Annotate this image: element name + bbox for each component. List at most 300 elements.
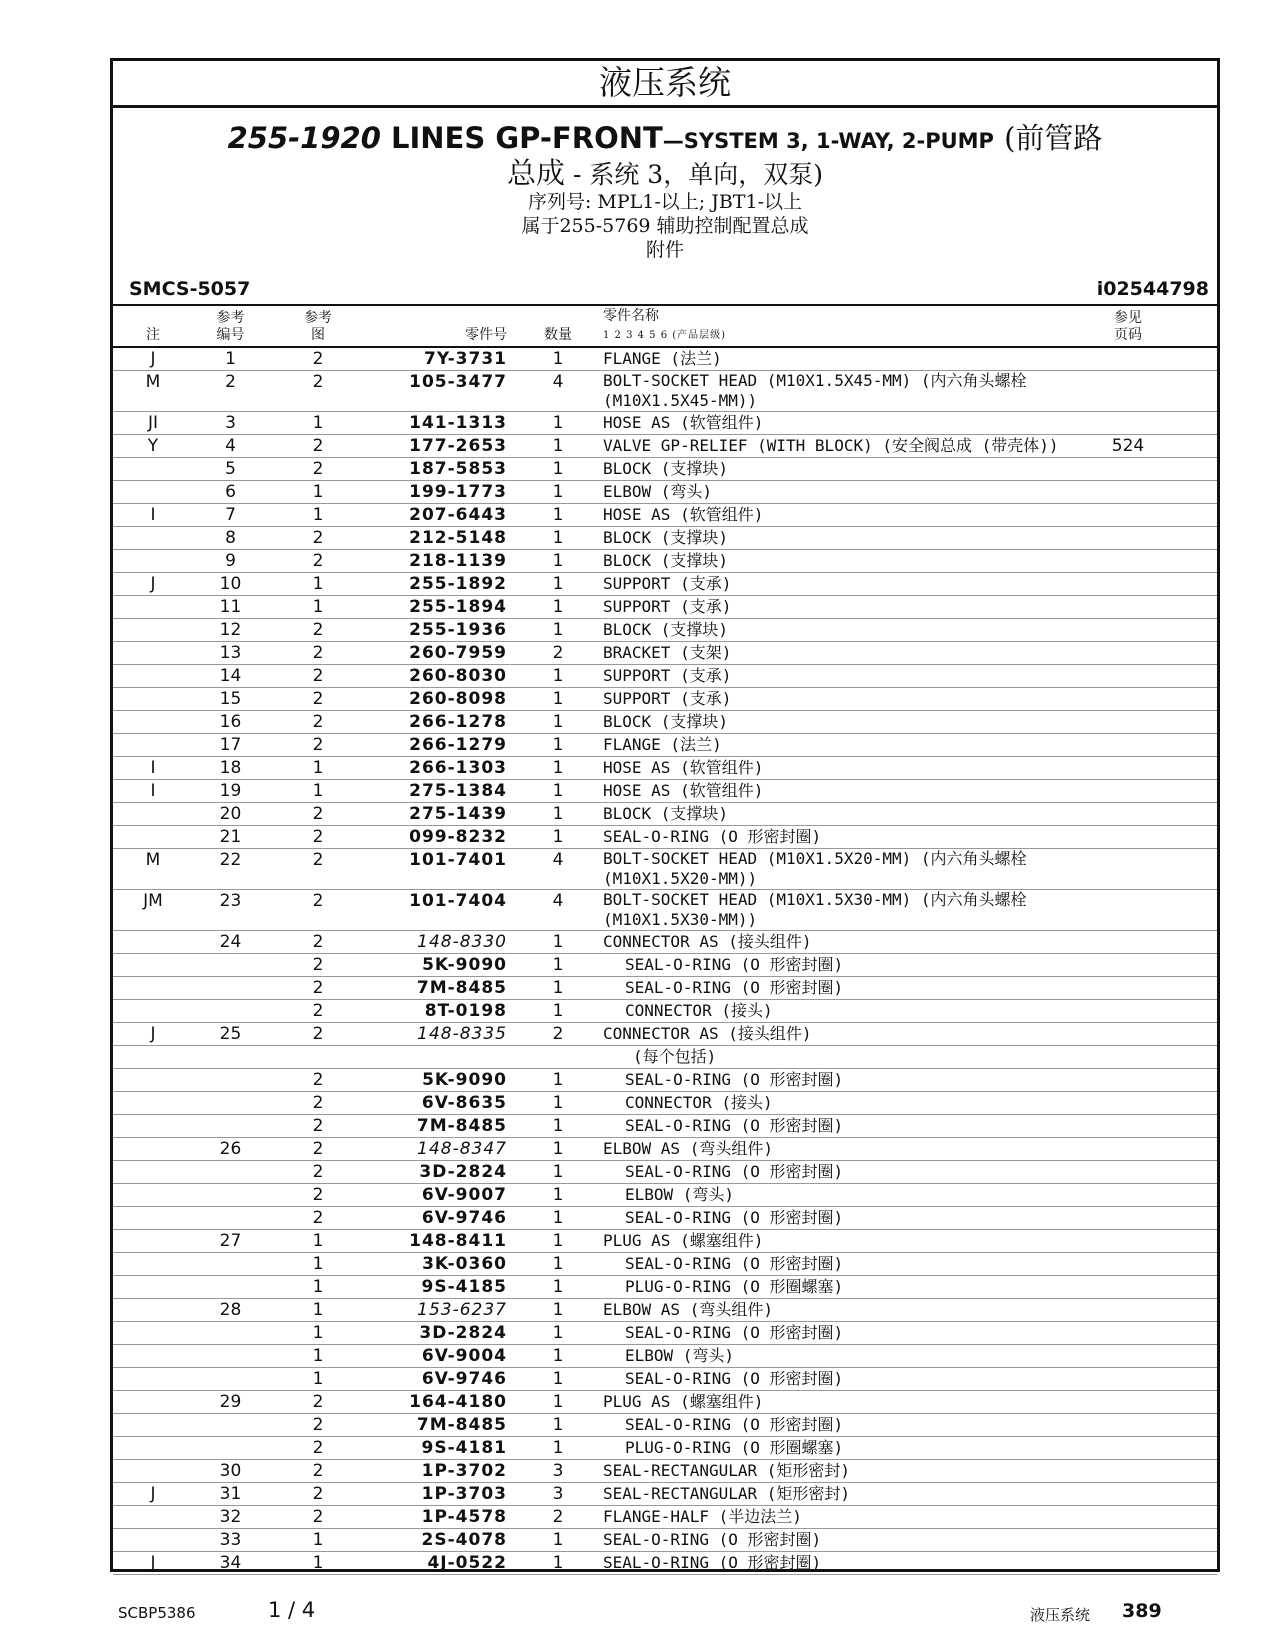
- table-row: [113, 757, 1217, 780]
- cell-part-number: 260-8030: [409, 666, 507, 686]
- cell-qty: 1: [552, 1254, 564, 1274]
- col-note: 注: [146, 327, 160, 343]
- cell-ref: 19: [219, 781, 242, 801]
- cell-ref: 16: [219, 712, 242, 732]
- cell-qty: 1: [552, 1530, 564, 1550]
- cell-part-number: 266-1278: [409, 712, 507, 732]
- cell-description: ELBOW (弯头): [625, 1346, 735, 1365]
- table-row: [113, 1092, 1217, 1115]
- cell-ref: 4: [225, 436, 236, 456]
- cell-part-number: 1P-4578: [421, 1507, 507, 1527]
- cell-description: SEAL-RECTANGULAR (矩形密封): [603, 1484, 851, 1503]
- cell-qty: 1: [552, 735, 564, 755]
- cell-qty: 2: [552, 643, 564, 663]
- cell-fig: 2: [312, 1484, 324, 1504]
- cell-description: SUPPORT (支承): [603, 689, 732, 708]
- cell-ref: 15: [219, 689, 242, 709]
- cell-part-number: 8T-0198: [424, 1001, 507, 1021]
- cell-fig: 1: [312, 1277, 324, 1297]
- cell-description: HOSE AS (软管组件): [603, 781, 764, 800]
- cell-description: ELBOW AS (弯头组件): [603, 1139, 773, 1158]
- cell-part-number: 148-8335: [417, 1024, 507, 1044]
- table-row: [113, 1322, 1217, 1345]
- cell-description: VALVE GP-RELIEF (WITH BLOCK) (安全阀总成 (带壳体)): [603, 436, 1059, 455]
- col-desc-levels: 1 2 3 4 5 6 (产品层级): [603, 330, 727, 341]
- document-header: [113, 108, 1217, 306]
- cell-qty: 3: [552, 1461, 564, 1481]
- cell-description: CONNECTOR AS (接头组件): [603, 932, 812, 951]
- smcs-code: SMCS-5057: [129, 278, 251, 300]
- cell-description: SEAL-O-RING (O 形密封圈): [603, 1530, 822, 1549]
- cell-ref: 12: [219, 620, 242, 640]
- cell-description: SUPPORT (支承): [603, 574, 732, 593]
- col-fig-2: 图: [311, 327, 325, 343]
- cell-fig: 2: [312, 1139, 324, 1159]
- cell-ref: 27: [219, 1231, 242, 1251]
- section-title: 液压系统: [113, 61, 1217, 108]
- cell-part-number: 148-8347: [417, 1139, 507, 1159]
- cell-part-number: 2S-4078: [421, 1530, 507, 1550]
- cell-note: I: [150, 781, 156, 801]
- table-row: [113, 1506, 1217, 1529]
- cell-ref: 2: [225, 372, 236, 392]
- page-of: 1 / 4: [268, 1598, 316, 1622]
- group-title: [113, 120, 1217, 159]
- cell-description: HOSE AS (软管组件): [603, 758, 764, 777]
- cell-ref: 21: [219, 827, 242, 847]
- cell-ref: 23: [219, 891, 242, 911]
- cell-qty: 1: [552, 1185, 564, 1205]
- cell-qty: 1: [552, 482, 564, 502]
- cell-qty: 1: [552, 1392, 564, 1412]
- cell-part-number: 9S-4185: [421, 1277, 507, 1297]
- table-row: [113, 573, 1217, 596]
- cell-fig: 2: [312, 955, 324, 975]
- table-row: [113, 1023, 1217, 1046]
- cell-part-number: 4J-0522: [427, 1553, 507, 1573]
- cell-qty: 1: [552, 1323, 564, 1343]
- table-row: [113, 849, 1217, 890]
- cell-ref: 24: [219, 932, 242, 952]
- cell-fig: 1: [312, 1530, 324, 1550]
- cell-part-number: 148-8330: [417, 932, 507, 952]
- attachment-label: 附件: [645, 239, 684, 261]
- group-title-cn: [113, 156, 1217, 192]
- cell-fig: 2: [312, 1024, 324, 1044]
- belongs-to: 属于255-5769 辅助控制配置总成: [521, 215, 809, 237]
- cell-description: ELBOW AS (弯头组件): [603, 1300, 773, 1319]
- cell-part-number: 266-1279: [409, 735, 507, 755]
- cell-qty: 1: [552, 574, 564, 594]
- col-ref-2: 编号: [216, 327, 245, 343]
- cell-qty: 1: [552, 1070, 564, 1090]
- cell-part-number: 275-1384: [409, 781, 507, 801]
- cell-fig: 2: [312, 978, 324, 998]
- cell-part-number: 1P-3703: [421, 1484, 507, 1504]
- cell-fig: 2: [312, 551, 324, 571]
- cell-note: J: [150, 1553, 156, 1573]
- cell-fig: 2: [312, 1461, 324, 1481]
- cell-part-number: 5K-9090: [422, 1070, 507, 1090]
- cell-note: JM: [143, 891, 163, 911]
- cell-fig: 1: [312, 1300, 324, 1320]
- col-page-2: 页码: [1114, 327, 1142, 343]
- cell-ref: 30: [219, 1461, 242, 1481]
- cell-part-number: 7M-8485: [416, 978, 507, 998]
- doc-code: SCBP5386: [118, 1604, 196, 1622]
- cell-note: I: [150, 758, 156, 778]
- cell-description: (每个包括): [633, 1047, 717, 1066]
- table-row: [113, 954, 1217, 977]
- cell-part-number: 5K-9090: [422, 955, 507, 975]
- cell-part-number: 255-1936: [409, 620, 507, 640]
- cell-description: BLOCK (支撑块): [603, 551, 729, 570]
- table-row: [113, 596, 1217, 619]
- cell-qty: 4: [552, 372, 564, 392]
- cell-note: J: [150, 574, 156, 594]
- table-row: [113, 1115, 1217, 1138]
- cell-fig: 2: [312, 735, 324, 755]
- cell-fig: 2: [312, 1001, 324, 1021]
- cell-description: PLUG AS (螺塞组件): [603, 1231, 764, 1250]
- cell-part-number: 199-1773: [409, 482, 507, 502]
- col-fig-1: 参考: [304, 310, 332, 326]
- cell-description: SEAL-O-RING (O 形密封圈): [625, 978, 844, 997]
- cell-description: HOSE AS (软管组件): [603, 505, 764, 524]
- cell-ref: 3: [225, 413, 236, 433]
- page-frame: [110, 58, 1220, 1572]
- cell-description: SEAL-O-RING (O 形密封圈): [625, 1208, 844, 1227]
- table-row: [113, 1184, 1217, 1207]
- cell-fig: 1: [312, 1369, 324, 1389]
- cell-part-number: 9S-4181: [421, 1438, 507, 1458]
- cell-qty: 1: [552, 1001, 564, 1021]
- table-row: [113, 1552, 1217, 1575]
- cell-fig: 2: [312, 827, 324, 847]
- cell-fig: 2: [312, 1438, 324, 1458]
- cell-qty: 1: [552, 666, 564, 686]
- cell-part-number: 164-4180: [409, 1392, 507, 1412]
- table-row: [113, 642, 1217, 665]
- cell-part-number: 3D-2824: [419, 1323, 507, 1343]
- cell-fig: 2: [312, 891, 324, 911]
- cell-fig: 2: [312, 1415, 324, 1435]
- cell-part-number: 3K-0360: [422, 1254, 507, 1274]
- cell-fig: 2: [312, 1162, 324, 1182]
- col-qty: 数量: [544, 327, 572, 343]
- table-row: [113, 1138, 1217, 1161]
- cell-description: BRACKET (支架): [603, 643, 732, 662]
- cell-description: PLUG-O-RING (O 形圈螺塞): [625, 1438, 844, 1457]
- table-row: [113, 1345, 1217, 1368]
- cell-qty: 1: [552, 1369, 564, 1389]
- cell-description: FLANGE (法兰): [603, 349, 722, 368]
- cell-note: J: [150, 349, 156, 369]
- group-part-number: 255-1920: [227, 121, 381, 155]
- cell-fig: 1: [312, 413, 324, 433]
- table-row: [113, 1161, 1217, 1184]
- cell-description: SEAL-O-RING (O 形密封圈): [625, 1254, 844, 1273]
- cell-part-number: 187-5853: [409, 459, 507, 479]
- cell-note: I: [150, 505, 156, 525]
- cell-qty: 3: [552, 1484, 564, 1504]
- table-row: [113, 665, 1217, 688]
- cell-part-number: 260-8098: [409, 689, 507, 709]
- cell-fig: 2: [312, 1185, 324, 1205]
- cell-fig: 1: [312, 1553, 324, 1573]
- cell-part-number: 141-1313: [409, 413, 507, 433]
- cell-qty: 1: [552, 978, 564, 998]
- cell-ref: 28: [219, 1300, 242, 1320]
- cell-fig: 1: [312, 597, 324, 617]
- cell-description: BOLT-SOCKET HEAD (M10X1.5X45-MM) (内六角头螺栓 (M10X1.5X45-MM)): [603, 371, 1027, 410]
- table-row: [113, 527, 1217, 550]
- cell-description: SEAL-O-RING (O 形密封圈): [625, 1415, 844, 1434]
- cell-part-number: 177-2653: [409, 436, 507, 456]
- cell-part-number: 255-1894: [409, 597, 507, 617]
- cell-qty: 1: [552, 804, 564, 824]
- cell-fig: 2: [312, 666, 324, 686]
- cell-part-number: 275-1439: [409, 804, 507, 824]
- cell-note: M: [145, 850, 161, 870]
- cell-description: CONNECTOR AS (接头组件): [603, 1024, 812, 1043]
- table-row: [113, 412, 1217, 435]
- cell-fig: 1: [312, 758, 324, 778]
- col-page-1: 参见: [1114, 310, 1142, 326]
- table-row: [113, 504, 1217, 527]
- cell-qty: 1: [552, 1162, 564, 1182]
- table-row: [113, 458, 1217, 481]
- cell-qty: 1: [552, 932, 564, 952]
- cell-fig: 2: [312, 620, 324, 640]
- cell-qty: 1: [552, 551, 564, 571]
- cell-description: BOLT-SOCKET HEAD (M10X1.5X20-MM) (内六角头螺栓 (M10X1.5X20-MM)): [603, 849, 1027, 888]
- cell-description: CONNECTOR (接头): [625, 1001, 773, 1020]
- cell-fig: 1: [312, 505, 324, 525]
- cell-ref: 22: [219, 850, 242, 870]
- group-name: LINES GP-FRONT: [391, 121, 663, 155]
- cell-fig: 2: [312, 1116, 324, 1136]
- cell-description: HOSE AS (软管组件): [603, 413, 764, 432]
- cell-description: BLOCK (支撑块): [603, 459, 729, 478]
- table-row: [113, 348, 1217, 371]
- cell-qty: 1: [552, 1415, 564, 1435]
- cell-part-number: 153-6237: [417, 1300, 507, 1320]
- cell-ref: 14: [219, 666, 242, 686]
- cell-description: CONNECTOR (接头): [625, 1093, 773, 1112]
- cell-fig: 2: [312, 1093, 324, 1113]
- cell-part-number: 6V-8635: [421, 1093, 507, 1113]
- table-row: [113, 1253, 1217, 1276]
- cell-fig: 2: [312, 1070, 324, 1090]
- cell-note: J: [150, 1024, 156, 1044]
- cell-description: SEAL-O-RING (O 形密封圈): [625, 1162, 844, 1181]
- table-row: [113, 1069, 1217, 1092]
- group-title-cn-a: 总成: [507, 156, 566, 190]
- cell-qty: 1: [552, 597, 564, 617]
- cell-qty: 1: [552, 827, 564, 847]
- cell-fig: 2: [312, 689, 324, 709]
- cell-ref: 33: [219, 1530, 242, 1550]
- cell-ref: 17: [219, 735, 242, 755]
- cell-part-number: 212-5148: [409, 528, 507, 548]
- table-row: [113, 688, 1217, 711]
- cell-ref: 31: [219, 1484, 242, 1504]
- cell-ref: 11: [219, 597, 242, 617]
- cell-qty: 4: [552, 850, 564, 870]
- table-row: [113, 550, 1217, 573]
- group-title-cn-b: - 系统 3，单向，双泵): [572, 160, 823, 189]
- col-ref-1: 参考: [216, 310, 245, 326]
- cell-description: ELBOW (弯头): [603, 482, 713, 501]
- table-row: [113, 977, 1217, 1000]
- cell-qty: 1: [552, 1553, 564, 1573]
- table-row: [113, 1368, 1217, 1391]
- cell-qty: 2: [552, 1507, 564, 1527]
- cell-description: SEAL-O-RING (O 形密封圈): [625, 1070, 844, 1089]
- cell-qty: 1: [552, 758, 564, 778]
- cell-description: SEAL-O-RING (O 形密封圈): [625, 1323, 844, 1342]
- cell-description: SEAL-RECTANGULAR (矩形密封): [603, 1461, 851, 1480]
- cell-page: 524: [1111, 436, 1145, 456]
- cell-ref: 18: [219, 758, 242, 778]
- cell-description: FLANGE (法兰): [603, 735, 722, 754]
- cell-qty: 1: [552, 528, 564, 548]
- table-row: [113, 1460, 1217, 1483]
- cell-description: BLOCK (支撑块): [603, 712, 729, 731]
- table-row: [113, 826, 1217, 849]
- cell-fig: 2: [312, 372, 324, 392]
- cell-part-number: 3D-2824: [419, 1162, 507, 1182]
- table-row: [113, 481, 1217, 504]
- cell-ref: 5: [225, 459, 236, 479]
- cell-qty: 1: [552, 1277, 564, 1297]
- table-row: [113, 711, 1217, 734]
- cell-qty: 1: [552, 689, 564, 709]
- table-row: [113, 1230, 1217, 1253]
- table-row: [113, 734, 1217, 757]
- cell-description: BOLT-SOCKET HEAD (M10X1.5X30-MM) (内六角头螺栓 (M10X1.5X30-MM)): [603, 890, 1027, 929]
- col-desc: 零件名称: [603, 308, 659, 324]
- cell-fig: 2: [312, 528, 324, 548]
- cell-ref: 1: [225, 349, 236, 369]
- cell-fig: 2: [312, 459, 324, 479]
- cell-note: J: [150, 1484, 156, 1504]
- cell-description: SEAL-O-RING (O 形密封圈): [625, 955, 844, 974]
- cell-qty: 1: [552, 459, 564, 479]
- table-row: [113, 371, 1217, 412]
- cell-ref: 6: [225, 482, 236, 502]
- cell-description: FLANGE-HALF (半边法兰): [603, 1507, 802, 1526]
- table-row: [113, 619, 1217, 642]
- cell-part-number: 260-7959: [409, 643, 507, 663]
- cell-fig: 2: [312, 643, 324, 663]
- table-row: [113, 1529, 1217, 1552]
- cell-qty: 1: [552, 1346, 564, 1366]
- table-row: [113, 931, 1217, 954]
- table-row: [113, 435, 1217, 458]
- table-row: [113, 1437, 1217, 1460]
- cell-fig: 2: [312, 850, 324, 870]
- group-system: —SYSTEM 3, 1-WAY, 2-PUMP: [662, 129, 994, 153]
- cell-ref: 34: [219, 1553, 242, 1573]
- cell-fig: 1: [312, 1254, 324, 1274]
- cell-description: BLOCK (支撑块): [603, 804, 729, 823]
- cell-description: SEAL-O-RING (O 形密封圈): [625, 1116, 844, 1135]
- cell-part-number: 6V-9007: [421, 1185, 507, 1205]
- table-row: [113, 1414, 1217, 1437]
- group-name-cn: (前管路: [1004, 121, 1103, 155]
- cell-part-number: 101-7404: [409, 891, 507, 911]
- table-row: [113, 780, 1217, 803]
- cell-description: BLOCK (支撑块): [603, 620, 729, 639]
- cell-qty: 1: [552, 349, 564, 369]
- cell-part-number: 7M-8485: [416, 1415, 507, 1435]
- cell-part-number: 218-1139: [409, 551, 507, 571]
- cell-description: ELBOW (弯头): [625, 1185, 735, 1204]
- cell-part-number: 207-6443: [409, 505, 507, 525]
- table-header: [113, 306, 1217, 348]
- cell-part-number: 099-8232: [409, 827, 507, 847]
- cell-ref: 13: [219, 643, 242, 663]
- cell-fig: 2: [312, 436, 324, 456]
- cell-qty: 1: [552, 413, 564, 433]
- cell-qty: 1: [552, 1208, 564, 1228]
- cell-qty: 1: [552, 781, 564, 801]
- cell-ref: 8: [225, 528, 236, 548]
- table-row: [113, 1276, 1217, 1299]
- cell-description: SUPPORT (支承): [603, 666, 732, 685]
- cell-fig: 1: [312, 482, 324, 502]
- cell-fig: 2: [312, 804, 324, 824]
- cell-part-number: 7M-8485: [416, 1116, 507, 1136]
- table-row: [113, 1046, 1217, 1069]
- col-part-number: 零件号: [465, 327, 507, 343]
- cell-qty: 1: [552, 712, 564, 732]
- cell-ref: 9: [225, 551, 236, 571]
- table-row: [113, 1000, 1217, 1023]
- cell-qty: 1: [552, 436, 564, 456]
- cell-ref: 29: [219, 1392, 242, 1412]
- cell-part-number: 6V-9746: [421, 1208, 507, 1228]
- cell-qty: 1: [552, 1231, 564, 1251]
- cell-ref: 10: [219, 574, 242, 594]
- serial-numbers: 序列号: MPL1-以上; JBT1-以上: [527, 191, 802, 213]
- cell-fig: 2: [312, 349, 324, 369]
- cell-ref: 7: [225, 505, 236, 525]
- cell-fig: 2: [312, 712, 324, 732]
- cell-fig: 1: [312, 1231, 324, 1251]
- table-row: [113, 1391, 1217, 1414]
- page-number: 389: [1122, 1600, 1162, 1622]
- table-row: [113, 890, 1217, 931]
- cell-fig: 2: [312, 932, 324, 952]
- cell-description: SEAL-O-RING (O 形密封圈): [625, 1369, 844, 1388]
- cell-part-number: 7Y-3731: [423, 349, 507, 369]
- cell-description: SEAL-O-RING (O 形密封圈): [603, 827, 822, 846]
- table-row: [113, 1299, 1217, 1322]
- cell-note: JI: [147, 413, 159, 433]
- table-row: [113, 803, 1217, 826]
- cell-fig: 1: [312, 1346, 324, 1366]
- cell-qty: 4: [552, 891, 564, 911]
- cell-part-number: 266-1303: [409, 758, 507, 778]
- illustration-id: i02544798: [1096, 278, 1209, 300]
- cell-description: SUPPORT (支承): [603, 597, 732, 616]
- cell-part-number: 101-7401: [409, 850, 507, 870]
- cell-fig: 1: [312, 781, 324, 801]
- footer-section: 液压系统: [1030, 1606, 1091, 1624]
